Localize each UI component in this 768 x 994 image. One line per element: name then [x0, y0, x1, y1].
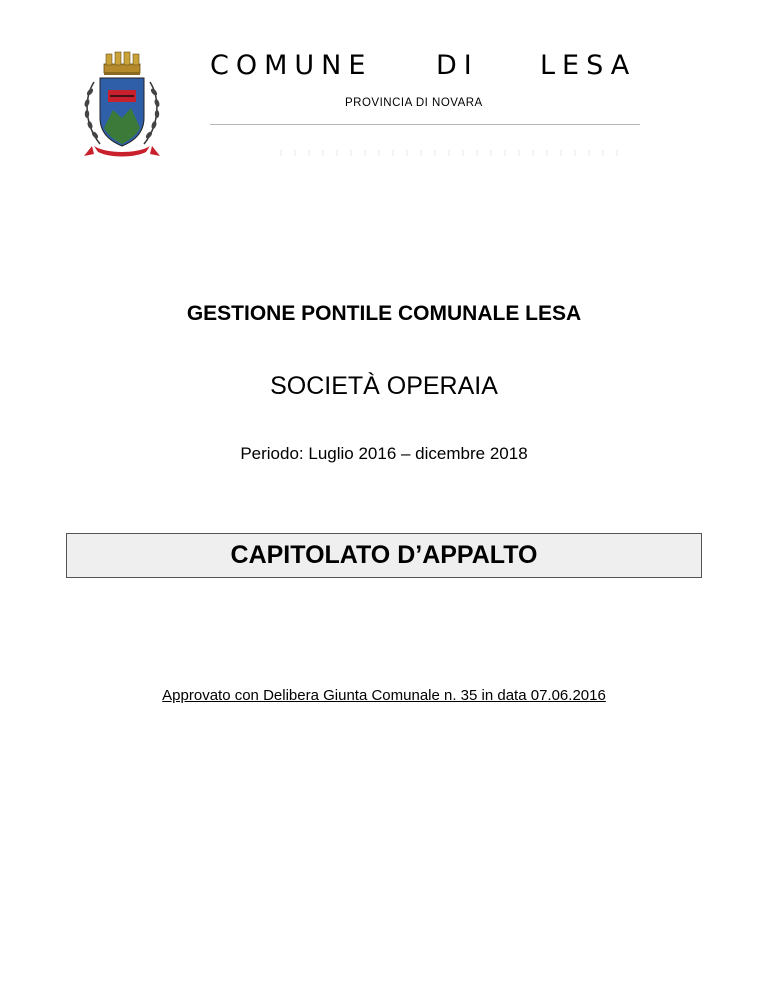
ribbon	[84, 146, 160, 157]
document-title: GESTIONE PONTILE COMUNALE LESA	[186, 302, 582, 325]
municipal-crest-logo	[80, 48, 164, 164]
approval-text: Approvato con Delibera Giunta Comunale n. 35 in data 07.06.2016	[162, 687, 606, 704]
header-word-comune: COMUNE	[210, 50, 373, 81]
header-divider	[210, 124, 640, 125]
document-period: Periodo: Luglio 2016 – dicembre 2018	[240, 444, 528, 463]
approval-note	[0, 687, 768, 704]
capitolato-title-box: CAPITOLATO D’APPALTO	[66, 533, 702, 578]
crown-icon	[104, 52, 140, 75]
header-word-di: DI	[436, 50, 479, 81]
header-provincia: PROVINCIA DI NOVARA	[345, 97, 483, 109]
header-word-lesa: LESA	[540, 50, 637, 81]
scan-specks	[280, 150, 620, 156]
document-subtitle: SOCIETÀ OPERAIA	[270, 372, 498, 400]
shield-icon	[100, 78, 144, 146]
header-comune-title	[210, 50, 640, 82]
